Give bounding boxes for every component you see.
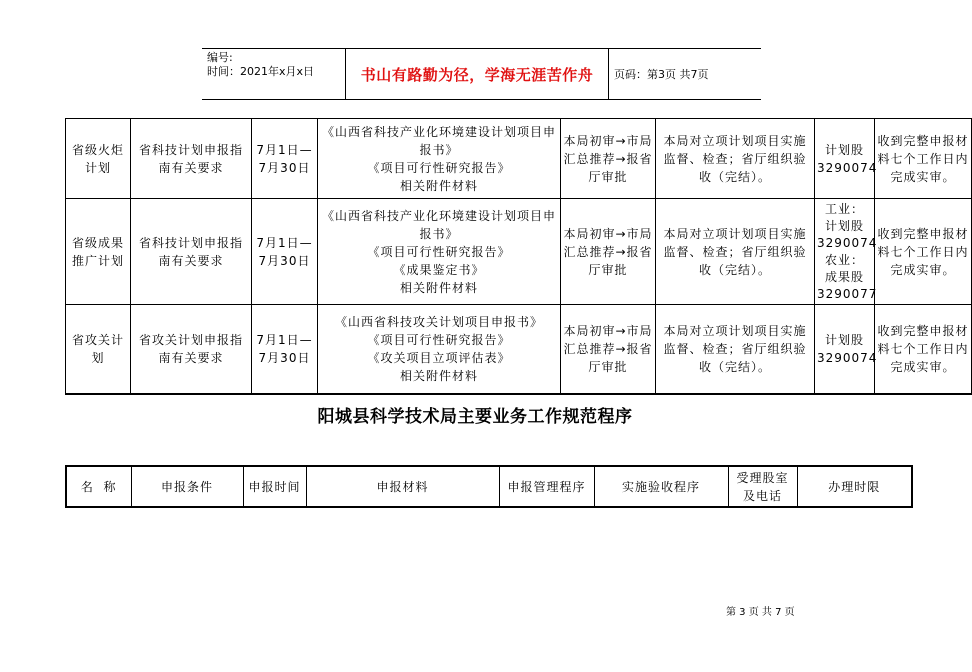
office-line: 计划股: [824, 218, 864, 233]
office-line: 成果股: [824, 269, 864, 284]
column-header-management: 申报管理程序: [499, 466, 594, 507]
material-item: 《项目可行性研究报告》: [367, 244, 511, 259]
time-label: 时间：2021年x月x日: [207, 65, 315, 78]
office-line: 3290074: [817, 235, 878, 250]
column-header-deadline: 办理时限: [797, 466, 912, 507]
program-procedure: 本局对立项计划项目实施监督、检查；省厅组织验收（完结）。: [656, 305, 815, 394]
program-management: 本局初审→市局汇总推荐→报省厅审批: [561, 199, 656, 305]
material-item: 《山西省科技产业化环境建设计划项目申报书》: [321, 208, 556, 241]
program-materials: [318, 199, 561, 305]
column-header-time: 申报时间: [243, 466, 306, 507]
material-item: 《项目可行性研究报告》: [367, 332, 511, 347]
program-table: [65, 118, 972, 395]
program-time: 7月1日—7月30日: [252, 305, 318, 394]
header-page-info: 页码：第3页 共7页: [614, 68, 709, 81]
office-line: 3290077: [817, 286, 878, 301]
number-label: 编号:: [207, 51, 233, 64]
material-item: 《山西省科技产业化环境建设计划项目申报书》: [321, 124, 556, 157]
page-footer: 第 3 页 共 7 页: [726, 607, 795, 618]
program-time: 7月1日—7月30日: [252, 119, 318, 199]
material-item: 《项目可行性研究报告》: [367, 160, 511, 175]
program-condition: 省科技计划申报指南有关要求: [131, 199, 252, 305]
program-name: 省级火炬计划: [66, 119, 131, 199]
material-item: 《攻关项目立项评估表》: [367, 350, 511, 365]
office-line: 工业：: [824, 201, 864, 216]
program-office: [815, 119, 878, 199]
column-header-procedure: 实施验收程序: [594, 466, 728, 507]
table-row: [66, 119, 972, 199]
program-office: [815, 305, 878, 394]
program-condition: 省科技计划申报指南有关要求: [131, 119, 252, 199]
program-name: 省攻关计划: [66, 305, 131, 394]
program-materials: [318, 305, 561, 394]
program-management: 本局初审→市局汇总推荐→报省厅审批: [561, 119, 656, 199]
header-motto: 书山有路勤为径，学海无涯苦作舟: [360, 65, 594, 84]
office-line: 农业：: [824, 252, 864, 267]
program-procedure: 本局对立项计划项目实施监督、检查；省厅组织验收（完结）。: [656, 199, 815, 305]
program-procedure: 本局对立项计划项目实施监督、检查；省厅组织验收（完结）。: [656, 119, 815, 199]
program-time: 7月1日—7月30日: [252, 199, 318, 305]
program-deadline: 收到完整申报材料七个工作日内完成实审。: [875, 305, 972, 394]
table-row: [66, 305, 972, 394]
office-line: 计划股: [824, 142, 864, 157]
header-meta: [207, 51, 345, 79]
material-item: 相关附件材料: [399, 280, 478, 295]
document-header: [202, 48, 761, 100]
material-item: 《成果鉴定书》: [393, 262, 485, 277]
program-materials: [318, 119, 561, 199]
column-header-name: 名 称: [66, 466, 131, 507]
material-item: 《山西省科技攻关计划项目申报书》: [334, 314, 543, 329]
column-header-materials: 申报材料: [306, 466, 499, 507]
program-header-table: [65, 465, 913, 508]
program-office: [815, 199, 878, 305]
office-line: 3290074: [817, 160, 878, 175]
column-header-condition: 申报条件: [131, 466, 243, 507]
section-title: 阳城县科学技术局主要业务工作规范程序: [317, 407, 633, 427]
program-name: 省级成果推广计划: [66, 199, 131, 305]
column-header-office: 受理股室及电话: [728, 466, 797, 507]
office-line: 计划股: [824, 332, 864, 347]
office-line: 3290074: [817, 350, 878, 365]
table-row: [66, 199, 972, 305]
material-item: 相关附件材料: [399, 178, 478, 193]
header-divider: [608, 49, 609, 99]
program-deadline: 收到完整申报材料七个工作日内完成实审。: [875, 119, 972, 199]
program-management: 本局初审→市局汇总推荐→报省厅审批: [561, 305, 656, 394]
program-deadline: 收到完整申报材料七个工作日内完成实审。: [875, 199, 972, 305]
material-item: 相关附件材料: [399, 368, 478, 383]
program-condition: 省攻关计划申报指南有关要求: [131, 305, 252, 394]
table-header-row: [66, 466, 912, 507]
